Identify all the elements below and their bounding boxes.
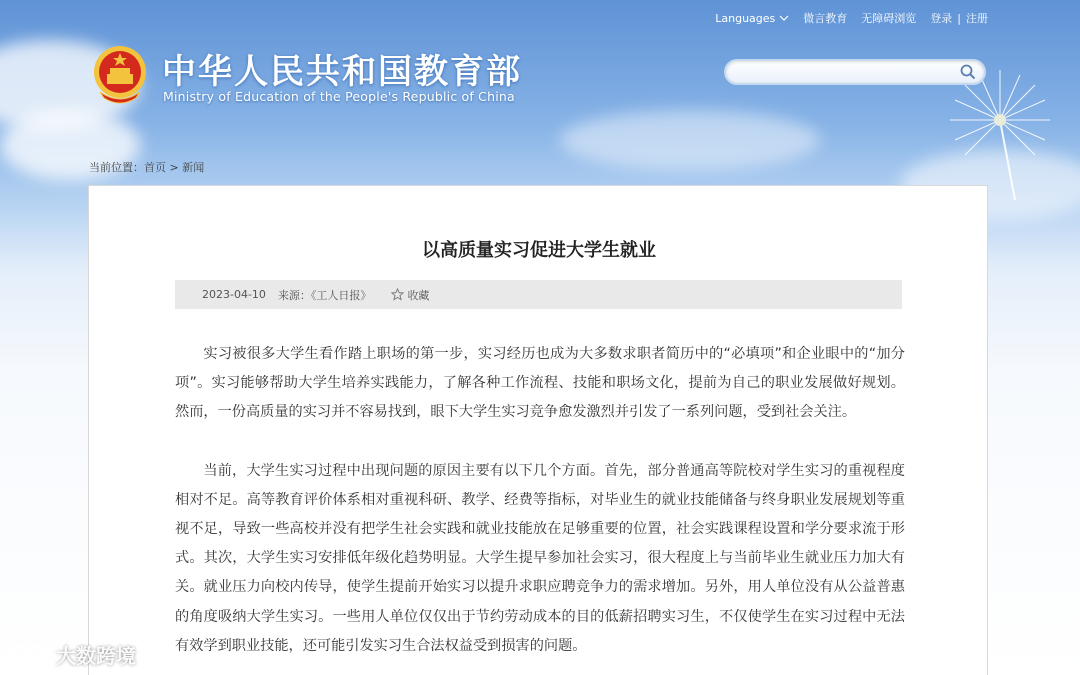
weiyan-link[interactable]: 微言教育 (803, 12, 848, 25)
auth-links (930, 10, 988, 26)
search-input[interactable] (738, 61, 958, 83)
search-box (724, 59, 986, 85)
search-icon[interactable] (960, 64, 976, 80)
article-source: 来源：《工人日报》 (277, 288, 372, 302)
languages-menu[interactable] (715, 12, 789, 25)
article-meta-bar (175, 280, 902, 309)
watermark-text: 大数跨境 (56, 644, 136, 668)
languages-label: Languages (715, 11, 776, 25)
favorite-label: 收藏 (407, 288, 430, 302)
chevron-down-icon (779, 14, 789, 22)
article-body (175, 340, 905, 675)
article-title: 以高质量实习促进大学生就业 (422, 240, 656, 261)
watermark-logo-icon (8, 641, 52, 669)
breadcrumb-arrow: > (169, 161, 179, 174)
watermark (8, 640, 136, 669)
article-date: 2023-04-10 (202, 288, 266, 301)
login-link[interactable]: 登录 (930, 12, 953, 25)
site-title[interactable]: 中华人民共和国教育部 (162, 52, 522, 92)
article-paragraph: 当前，大学生实习过程中出现问题的原因主要有以下几个方面。首先，部分普通高等院校对学生实习的重视程度相对不足。高等教育评价体系相对重视科研、教学、经费等指标，对毕业生的就业技能储备与终身职业发展规划等重视不足，导致一些高校并没有把学生社会实践和就业技能放在足够重要的位置，社会实践课程设置和学分要求流于形式。其次，大学生实习安排低年级化趋势明显。大学生提早参加社会实习，很大程度上与当前毕业生就业压力加大有关。就业压力向校内传导，使学生提前开始实习以提升求职应聘竞争力的需求增加。另外，用人单位没有从公益普惠的角度吸纳大学生实习。一些用人单位仅仅出于节约劳动成本的目的低薪招聘实习生，不仅使学生在实习过程中无法有效学到职业技能，还可能引发实习生合法权益受到损害的问题。 (175, 462, 905, 654)
top-navigation (701, 10, 988, 26)
national-emblem-icon (92, 44, 148, 104)
accessible-browse-link[interactable]: 无障碍浏览 (861, 12, 917, 25)
separator: | (957, 11, 961, 25)
breadcrumb-prefix: 当前位置： (89, 161, 144, 174)
cloud-decoration (560, 110, 820, 170)
breadcrumb-home[interactable]: 首页 (144, 161, 166, 174)
site-subtitle: Ministry of Education of the People's Republic of China (163, 89, 515, 104)
star-icon (391, 288, 404, 301)
favorite-button[interactable] (391, 287, 441, 303)
breadcrumb (89, 159, 204, 175)
breadcrumb-news[interactable]: 新闻 (182, 161, 205, 174)
article-panel (88, 185, 988, 675)
article-paragraph: 实习被很多大学生看作踏上职场的第一步，实习经历也成为大多数求职者简历中的“必填项”和企业眼中的“加分项”。实习能够帮助大学生培养实践能力，了解各种工作流程、技能和职场文化，提前为自己的职业发展做好规划。然而，一份高质量的实习并不容易找到，眼下大学生实习竞争愈发激烈并引发了一系列问题，受到社会关注。 (175, 346, 905, 421)
register-link[interactable]: 注册 (966, 12, 988, 25)
